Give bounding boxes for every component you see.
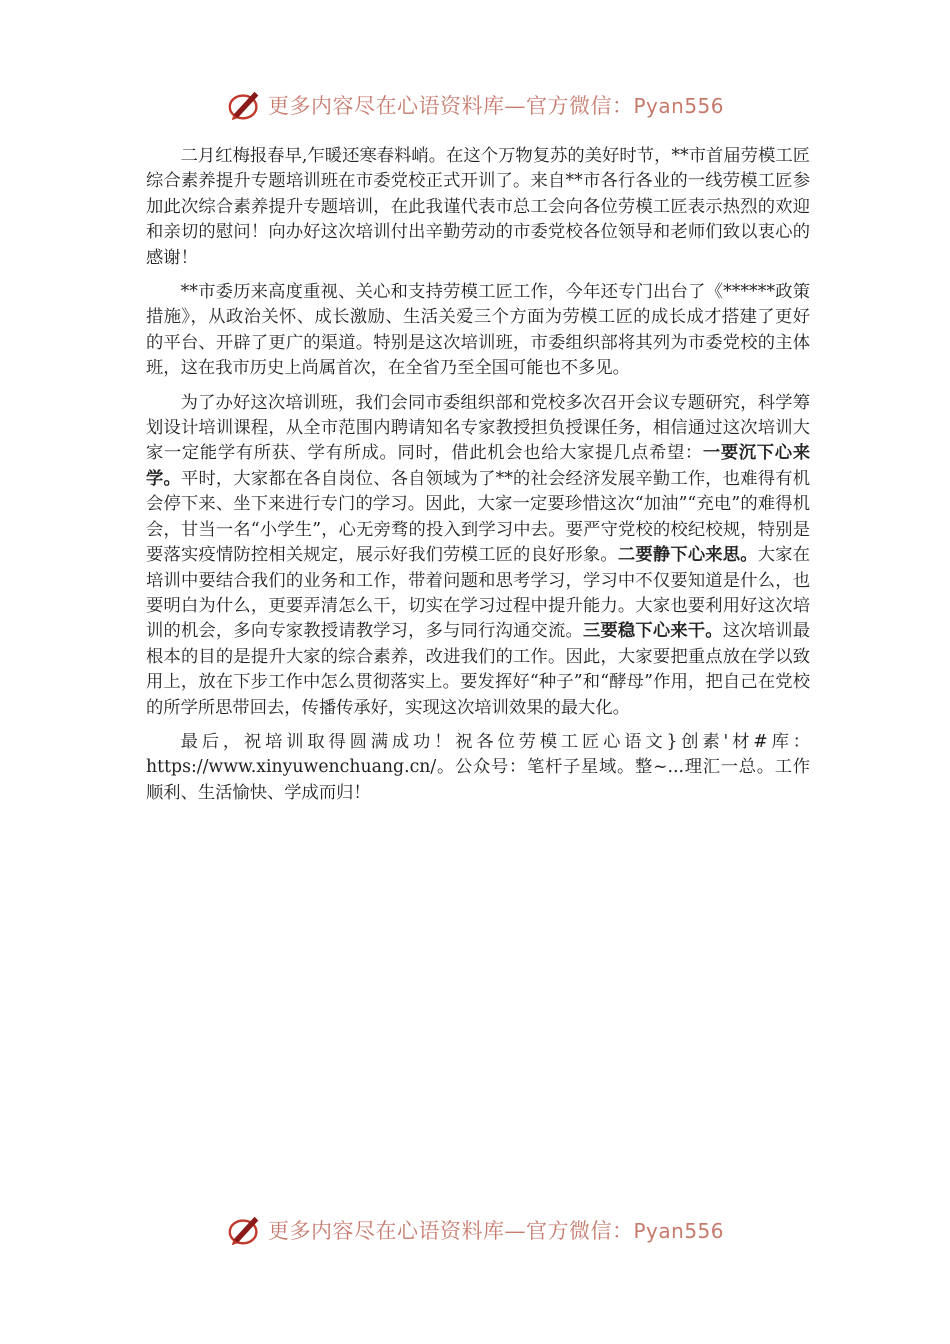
paragraph-2: **市委历来高度重视、关心和支持劳模工匠工作，今年还专门出台了《******政策措施》，从政治关怀、成长激励、生活关爱三个方面为劳模工匠的成长成才搭建了更好的平台、开辟了更广的渠道。特别是这次培训班，市委组织部将其列为市委党校的主体班，这在我市历史上尚属首次，在全省乃至全国可能也不多见。 xyxy=(146,282,810,379)
paragraph-3: 为了办好这次培训班，我们会同市委组织部和党校多次召开会议专题研究，科学筹划设计培训课程，从全市范围内聘请知名专家教授担负授课任务，相信通过这次培训大家一定能学有所获、学有所成。同时，借此机会也给大家提几点希望：一要沉下心来学。平时，大家都在各自岗位、各自领域为了**的社会经济发展辛勤工作，也难得有机会停下来、坐下来进行专门的学习。因此，大家一定要珍惜这次“加油”“充电”的难得机会，甘当一名“小学生”，心无旁骛的投入到学习中去。要严守党校的校纪校规，特别是要落实疫情防控相关规定，展示好我们劳模工匠的良好形象。二要静下心来思。大家在培训中要结合我们的业务和工作，带着问题和思考学习，学习中不仅要知道是什么，也要明白为什么，更要弄清怎么干，切实在学习过程中提升能力。大家也要利用好这次培训的机会，多向专家教授请教学习，多与同行沟通交流。三要稳下心来干。这次培训最根本的目的是提升大家的综合素养，改进我们的工作。因此，大家要把重点放在学以致用上，放在下步工作中怎么贯彻落实上。要发挥好“种子”和“酵母”作用，把自己在党校的所学所思带回去，传播传承好，实现这次培训效果的最大化。 xyxy=(146,392,810,718)
banner-text: 更多内容尽在心语资料库—官方微信：Pyan556 xyxy=(267,1219,724,1243)
bold-point-2: 二要静下心来思。 xyxy=(617,545,758,566)
pen-nib-logo-icon xyxy=(226,86,264,124)
document-body xyxy=(146,144,810,815)
banner-text: 更多内容尽在心语资料库—官方微信：Pyan556 xyxy=(267,94,724,118)
paragraph-4: 最后，祝培训取得圆满成功！祝各位劳模工匠心语文}创素'材#库：https://www.xinyuwenchuang.cn/。公众号：笔杆子星域。整~...理汇一总。工作顺利、生活愉快、学成而归！ xyxy=(146,731,810,803)
pen-nib-logo-icon xyxy=(226,1211,264,1249)
bold-point-3: 三要稳下心来干。 xyxy=(582,621,723,642)
footer-banner xyxy=(0,1210,950,1250)
header-banner xyxy=(0,85,950,125)
paragraph-1: 二月红梅报春早,乍暖还寒春料峭。在这个万物复苏的美好时节，**市首届劳模工匠综合素养提升专题培训班在市委党校正式开训了。来自**市各行各业的一线劳模工匠参加此次综合素养提升专题培训，在此我谨代表市总工会向各位劳模工匠表示热烈的欢迎和亲切的慰问！向办好这次培训付出辛勤劳动的市委党校各位领导和老师们致以衷心的感谢！ xyxy=(146,146,810,268)
bold-point-1: 一要沉下心来学。 xyxy=(146,443,810,489)
